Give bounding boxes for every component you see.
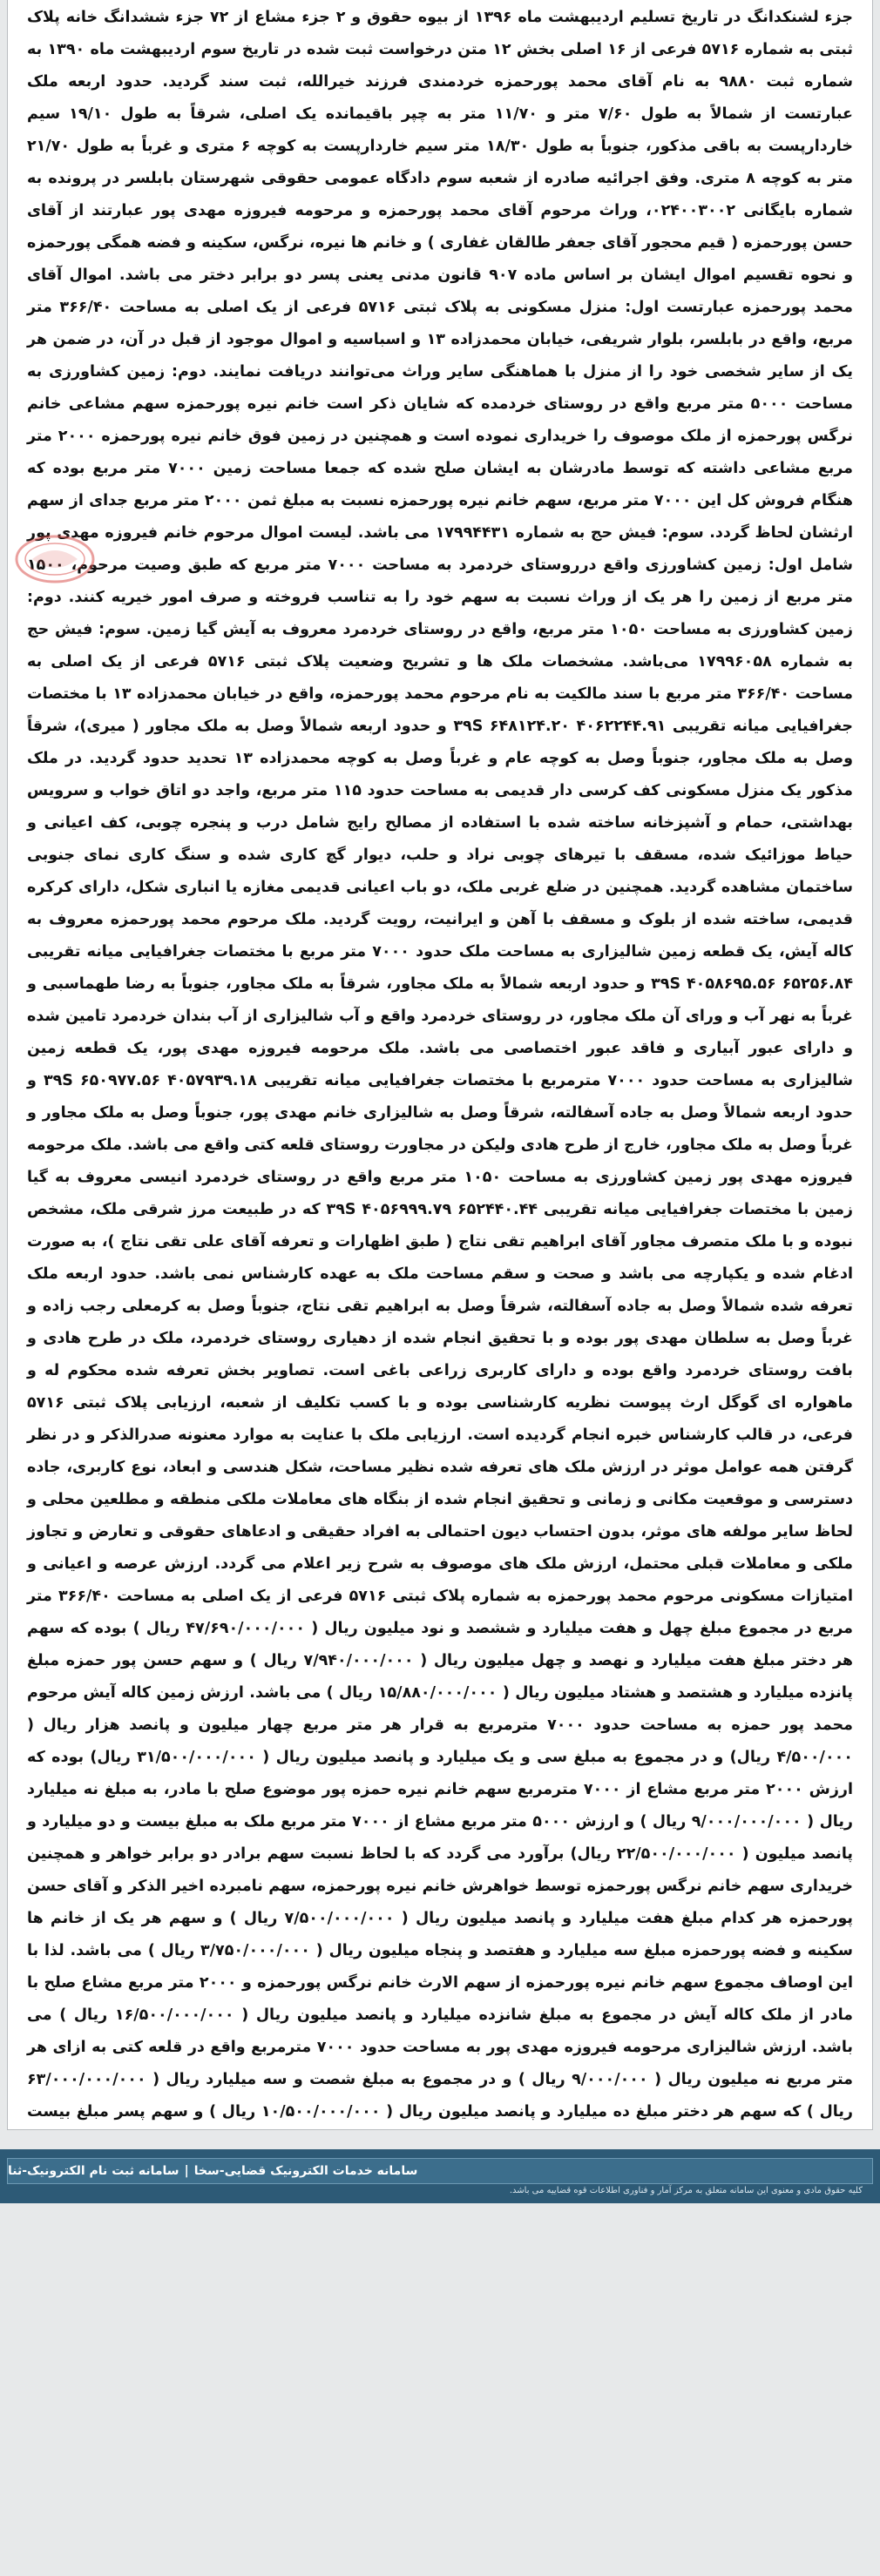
copyright-notice: کلیه حقوق مادی و معنوی این سامانه متعلق به مرکز آمار و فناوری اطلاعات قوه قضاییه می باشد. (509, 2186, 863, 2195)
notice-body (8, 0, 872, 2130)
footer-link-sana[interactable]: سامانه ثبت نام الکترونیک-ثنا (8, 2164, 179, 2178)
footer-links-bar (7, 2158, 873, 2184)
notice-paper (7, 0, 873, 2130)
footer-link-sakha[interactable]: سامانه خدمات الکترونیک قضایی-سخا (193, 2164, 418, 2178)
footer-separator: | (184, 2164, 189, 2178)
site-footer (0, 2149, 880, 2203)
notice-paragraph-main: جزء لشنکدانگ در تاریخ تسلیم اردیبهشت ماه ۱۳۹۶ از بیوه حقوق و ۲ جزء مشاع از ۷۲ جزء ششدانگ خانه پلاک ثبتی به شماره ۵۷۱۶ فرعی از ۱۶ اصلی بخش ۱۲ متن درخواست ثبت شده در تاریخ سوم اردیبهشت ماه ۱۳۹۰ به شماره ثبت ۹۸۸۰ به نام آقای محمد پورحمزه خردمندی فرزند خیرالله، ثبت سند گردید. حدود اربعه ملک عبارتست از شمالاً به طول ۷/۶۰ متر و ۱۱/۷۰ متر به چپر باقیمانده یک اصلی، شرقاً به طول ۱۹/۱۰ سیم خاردارپست به باقی مذکور، جنوباً به طول ۱۸/۳۰ متر سیم خاردارپست به کوچه ۶ متری و غرباً به طول ۲۱/۷۰ متر به کوچه ۸ متری. وفق اجرائیه صادره از شعبه سوم دادگاه عمومی حقوقی شهرستان بابلسر در پرونده به شماره بایگانی ۰۲۴۰۰۳۰۰۲، وراث مرحوم آقای محمد پورحمزه و مرحومه فیروزه مهدی پور عبارتند از آقای حسن پورحمزه ( قیم محجور آقای جعفر طالقان غفاری ) و خانم ها نیره، نرگس، سکینه و فضه همگی پورحمزه و نحوه تقسیم اموال ایشان بر اساس ماده ۹۰۷ قانون مدنی یعنی پسر دو برابر دختر می باشد. اموال آقای محمد پورحمزه عبارتست اول: منزل مسکونی به پلاک ثبتی ۵۷۱۶ فرعی از یک اصلی به مساحت ۳۶۶/۴۰ متر مربع، واقع در بابلسر، بلوار شریفی، خیابان محمدزاده ۱۳ و اسباسیه و اموال موجود از قبل در آن، در ضمن هر یک از سایر شخصی خود را از منزل با هماهنگی سایر وراث می‌توانند دریافت نمایند. دوم: زمین کشاورزی به مساحت ۵۰۰۰ متر مربع واقع در روستای خردمده که شایان ذکر است خانم نیره پورحمزه سهم مشاعی خانم نرگس پورحمزه از ملک موصوف را خریداری نموده است و همچنین در زمین فوق خانم نیره پورحمزه ۲۰۰۰ متر مربع مشاعی داشته که توسط مادرشان به ایشان صلح شده که جمعا مساحت زمین ۷۰۰۰ متر مربع بوده که هنگام فروش کل این ۷۰۰۰ متر مربع، سهم خانم نیره پورحمزه نسبت به مبلغ ثمن ۲۰۰۰ متر مربع جدای از سهم ارثشان لحاظ گردد. سوم: فیش حج به شماره ۱۷۹۹۴۴۳۱ می باشد. لیست اموال مرحوم خانم فیروزه مهدی پور شامل اول: زمین کشاورزی واقع درروستای خردمرد به مساحت ۷۰۰۰ متر مربع که طبق وصیت مرحوم، ۱۵۰۰ متر مربع از زمین را هر یک از وراث نسبت به سهم خود را به تناسب فروخته و صرف امور خیریه کنند. دوم: زمین کشاورزی به مساحت ۱۰۵۰ متر مربع، واقع در روستای خردمرد معروف به آیش گیا زمین. سوم: فیش حج به شماره ۱۷۹۹۶۰۵۸ می‌باشد. مشخصات ملک ها و تشریح وضعیت پلاک ثبتی ۵۷۱۶ فرعی از یک اصلی به مساحت ۳۶۶/۴۰ متر مربع با سند مالکیت به نام مرحوم محمد پورحمزه، واقع در خیابان محمدزاده ۱۳ با مختصات جغرافیایی میانه تقریبی ۳۹S ۶۴۸۱۲۴.۲۰ ۴۰۶۲۲۴۴.۹۱ و حدود اربعه شمالاً وصل به ملک مجاور ( میری)، شرقاً وصل به ملک مجاور، جنوباً وصل به کوچه عام و غرباً وصل به کوچه محمدزاده ۱۳ تحدید حدود گردید. در ملک مذکور یک منزل مسکونی کف کرسی دار قدیمی به مساحت حدود ۱۱۵ متر مربع، واجد دو اتاق خواب و سرویس بهداشتی، حمام و آشپزخانه ساخته شده با استفاده از مصالح رایج شامل درب و پنجره چوبی، کف اعیانی و حیاط موزائیک شده، مسقف با تیرهای چوبی نراد و حلب، دیوار گچ کاری شده و سنگ کاری نمای جنوبی ساختمان مشاهده گردید. همچنین در ضلع غربی ملک، دو باب اعیانی قدیمی مغازه یا انباری شکل، دارای کرکره قدیمی، ساخته شده از بلوک و مسقف با آهن و ایرانیت، رویت گردید. ملک مرحوم محمد پورحمزه معروف به کاله آیش، یک قطعه زمین شالیزاری به مساحت ملک حدود ۷۰۰۰ متر مربع با مختصات جغرافیایی میانه تقریبی ۶۵۲۵۶.۸۴ ۴۰۵۸۶۹۵.۵۶ ۳۹S و حدود اربعه شمالاً به ملک مجاور، شرقاً به ملک مجاور، جنوباً به رضا طهماسبی و غرباً به نهر آب و ورای آن ملک مجاور، در روستای خردمرد واقع و آب شالیزاری از آب بندان خردمرد تامین شده و دارای عبور آبیاری و فاقد عبور اختصاصی می باشد. ملک مرحومه فیروزه مهدی پور، یک قطعه زمین شالیزاری به مساحت حدود ۷۰۰۰ مترمربع با مختصات جغرافیایی میانه تقریبی ۳۹S ۶۵۰۹۷۷.۵۶ ۴۰۵۷۹۳۹.۱۸ و حدود اربعه شمالاً وصل به جاده آسفالته، شرقاً وصل به شالیزاری خانم مهدی پور، جنوباً وصل به ملک مجاور و غرباً وصل به ملک مجاور، خارج از طرح هادی ولیکن در مجاورت روستای قلعه کتی واقع می باشد. ملک مرحومه فیروزه مهدی پور زمین کشاورزی به مساحت ۱۰۵۰ متر مربع واقع در روستای خردمرد انیسی معروف به گیا زمین با مختصات جغرافیایی میانه تقریبی ۶۵۲۴۴۰.۴۴ ۴۰۵۶۹۹۹.۷۹ ۳۹S که در طبیعت مرز شرقی ملک، مشخص نبوده و با ملک متصرف مجاور آقای ابراهیم تقی نتاج ( طبق اظهارات و تعرفه آقای علی تقی نتاج )، به صورت ادغام شده و یکپارچه می باشد و صحت و سقم مساحت ملک به عهده کارشناس نمی باشد. حدود اربعه ملک تعرفه شده شمالاً وصل به جاده آسفالته، شرقاً وصل به ابراهیم تقی نتاج، جنوباً وصل به کرمعلی رجب زاده و غرباً وصل به سلطان مهدی پور بوده و با تحقیق انجام شده از دهیاری روستای خردمرد، ملک در طرح هادی و بافت روستای خردمرد واقع بوده و دارای کاربری زراعی باغی است. تصاویر بخش تعرفه شده محکوم له و ماهواره ای گوگل ارث پیوست نظریه کارشناسی بوده و با کسب تکلیف از شعبه، ارزیابی پلاک ثبتی ۵۷۱۶ فرعی، در قالب کارشناس خبره انجام گردیده است. ارزیابی ملک با عنایت به موارد معنونه صدرالذکر و در نظر گرفتن همه عوامل موثر در ارزش ملک های تعرفه شده نظیر مساحت، شکل هندسی و ابعاد، نوع کاربری، جاده دسترسی و موقعیت مکانی و زمانی و تحقیق انجام شده از بنگاه های معاملات ملکی منطقه و مطلعین محلی و لحاظ سایر مولفه های موثر، بدون احتساب دیون احتمالی به افراد حقیقی و ادعاهای حقوقی و تعارض و تجاوز ملکی و معاملات قبلی محتمل، ارزش ملک های موصوف به شرح زیر اعلام می گردد. ارزش عرصه و اعیانی و امتیازات مسکونی مرحوم محمد پورحمزه به شماره پلاک ثبتی ۵۷۱۶ فرعی از یک اصلی به مساحت ۳۶۶/۴۰ متر مربع در مجموع مبلغ چهل و هفت میلیارد و ششصد و نود میلیون ریال ( ۴۷/۶۹۰/۰۰۰/۰۰۰ ریال ) بوده که سهم هر دختر مبلغ هفت میلیارد و نهصد و چهل میلیون ریال ( ۷/۹۴۰/۰۰۰/۰۰۰ ریال ) و سهم حسن پور حمزه مبلغ پانزده میلیارد و هشتصد و هشتاد میلیون ریال ( ۱۵/۸۸۰/۰۰۰/۰۰۰ ریال ) می باشد. ارزش زمین کاله آیش مرحوم محمد پور حمزه به مساحت حدود ۷۰۰۰ مترمربع به قرار هر متر مربع چهار میلیون و پانصد هزار ریال ( ۴/۵۰۰/۰۰۰ ریال) و در مجموع به مبلغ سی و یک میلیارد و پانصد میلیون ریال ( ۳۱/۵۰۰/۰۰۰/۰۰۰ ریال) بوده که ارزش ۲۰۰۰ متر مربع مشاع از ۷۰۰۰ مترمربع سهم خانم نیره حمزه پور موضوع صلح با مادر، به مبلغ نه میلیارد ریال ( ۹/۰۰۰/۰۰۰/۰۰۰ ریال ) و ارزش ۵۰۰۰ متر مربع مشاع از ۷۰۰۰ متر مربع ملک به مبلغ بیست و دو میلیارد و پانصد میلیون ( ۲۲/۵۰۰/۰۰۰/۰۰۰ ریال) برآورد می گردد که با لحاظ نسبت سهم برادر دو برابر خواهر و همچنین خریداری سهم خانم نرگس پورحمزه توسط خواهرش خانم نیره پورحمزه، سهم نامبرده اخیر الذکر و آقای حسن پورحمزه هر کدام مبلغ هفت میلیارد و پانصد میلیون ریال ( ۷/۵۰۰/۰۰۰/۰۰۰ ریال ) و سهم هر یک از خانم ها سکینه و فضه پورحمزه مبلغ سه میلیارد و هفتصد و پنجاه میلیون ریال ( ۳/۷۵۰/۰۰۰/۰۰۰ ریال ) می باشد. لذا با این اوصاف مجموع سهم خانم نیره پورحمزه از سهم الارث خانم نرگس پورحمزه و ۲۰۰۰ متر مربع مشاع صلح با مادر از ملک کاله آیش در مجموع به مبلغ شانزده میلیارد و پانصد میلیون ریال ( ۱۶/۵۰۰/۰۰۰/۰۰۰ ریال ) می باشد. ارزش شالیزاری مرحومه فیروزه مهدی پور به مساحت حدود ۷۰۰۰ مترمربع واقع در قلعه کتی به ازای هر متر مربع نه میلیون ریال ( ۹/۰۰۰/۰۰۰ ریال ) و در مجموع به مبلغ شصت و سه میلیارد ریال ( ۶۳/۰۰۰/۰۰۰/۰۰۰ ریال ) که سهم هر دختر مبلغ ده میلیارد و پانصد میلیون ریال ( ۱۰/۵۰۰/۰۰۰/۰۰۰ ریال ) و سهم پسر مبلغ بیست (27, 9, 854, 2121)
